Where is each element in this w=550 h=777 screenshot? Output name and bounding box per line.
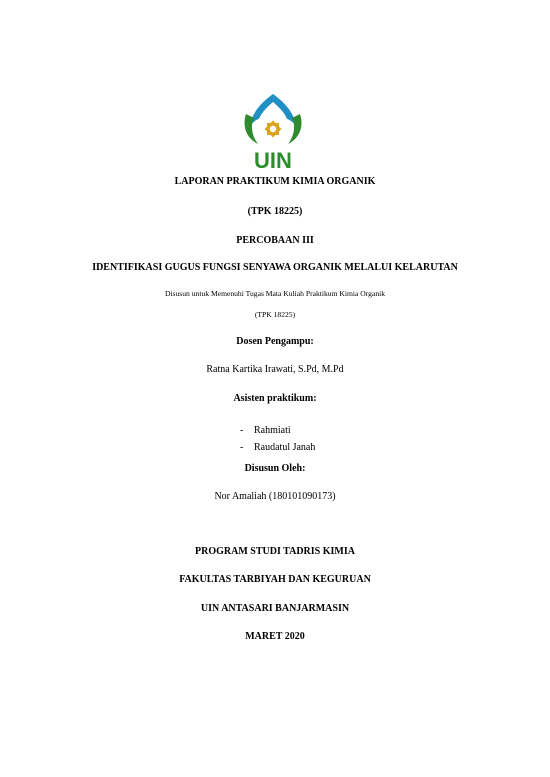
list-item xyxy=(240,425,390,442)
report-title: LAPORAN PRAKTIKUM KIMIA ORGANIK xyxy=(174,176,376,187)
report-date: MARET 2020 xyxy=(245,631,305,642)
uin-logo xyxy=(240,92,306,170)
purpose-code: (TPK 18225) xyxy=(254,310,296,319)
assistant-list xyxy=(240,425,390,459)
list-dash: - xyxy=(240,442,244,453)
author-name: Nor Amaliah (180101090173) xyxy=(214,491,336,502)
experiment-number: PERCOBAAN III xyxy=(236,235,314,246)
author-heading: Disusun Oleh: xyxy=(244,463,306,474)
lecturer-heading: Dosen Pengampu: xyxy=(236,336,314,347)
lecturer-name: Ratna Kartika Irawati, S.Pd, M.Pd xyxy=(206,364,344,375)
list-dash: - xyxy=(240,425,244,436)
purpose-statement: Disusun untuk Memenuhi Tugas Mata Kuliah Praktikum Kimia Organik xyxy=(164,289,386,298)
assistant-heading: Asisten praktikum: xyxy=(233,393,317,404)
assistant-name: Raudatul Janah xyxy=(254,442,316,453)
assistant-name: Rahmiati xyxy=(254,425,291,436)
course-code: (TPK 18225) xyxy=(247,206,303,217)
list-item xyxy=(240,442,390,459)
university: UIN ANTASARI BANJARMASIN xyxy=(200,603,350,614)
logo-text: UIN xyxy=(254,148,292,170)
study-program: PROGRAM STUDI TADRIS KIMIA xyxy=(195,546,355,557)
faculty: FAKULTAS TARBIYAH DAN KEGURUAN xyxy=(179,574,371,585)
experiment-topic: IDENTIFIKASI GUGUS FUNGSI SENYAWA ORGANIK MELALUI KELARUTAN xyxy=(92,262,458,273)
